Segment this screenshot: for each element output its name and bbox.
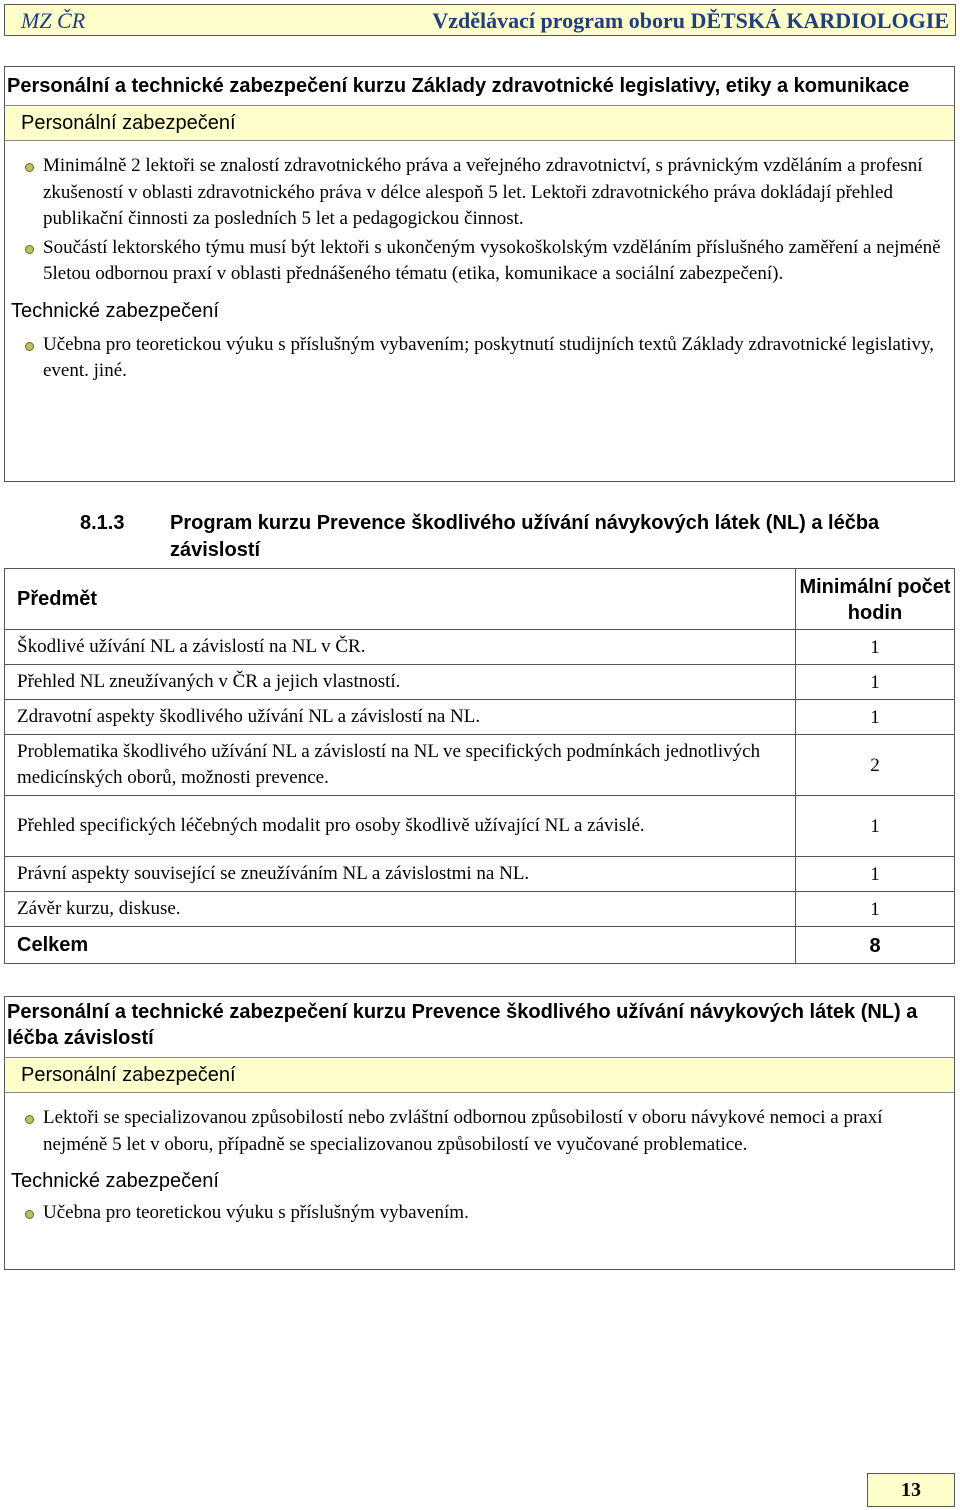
subject-cell: Problematika škodlivého užívání NL a závislostí na NL ve specifických podmínkách jednotlivých medicínských oborů, možnosti prevence. (5, 735, 796, 796)
hours-cell: 1 (796, 857, 955, 892)
list-item: Učebna pro teoretickou výuku s příslušným vybavením. (43, 1200, 944, 1227)
ministry-label: MZ ČR (21, 8, 86, 33)
table-row (5, 857, 955, 892)
list-item: Minimálně 2 lektoři se znalostí zdravotnického práva a veřejného zdravotnictví, s právnickým vzděláním a profesní zkušeností v oblasti zdravotnického práva v délce alespoň 5 let. Lektoři zdravotnického práva dokládají přehled publikační činnosti za posledních 5 let a pedagogickou činnost. (43, 153, 944, 233)
total-value: 8 (796, 927, 955, 964)
subject-cell: Právní aspekty související se zneužíváním NL a závislostmi na NL. (5, 857, 796, 892)
hours-cell: 1 (796, 665, 955, 700)
section-title: Program kurzu Prevence škodlivého užívání návykových látek (NL) a léčba závislostí (170, 512, 880, 561)
table-row (5, 735, 955, 796)
hours-cell: 1 (796, 892, 955, 927)
table-total-row (5, 927, 955, 964)
section-number: 8.1.3 (80, 512, 125, 534)
personal-list (5, 1093, 954, 1166)
personal-list (5, 141, 954, 296)
technical-heading: Technické zabezpečení (5, 296, 954, 326)
subject-cell: Přehled specifických léčebných modalit pro osoby škodlivě užívající NL a závislé. (5, 796, 796, 857)
table-row (5, 796, 955, 857)
hours-cell: 1 (796, 700, 955, 735)
list-item: Součástí lektorského týmu musí být lektoři s ukončeným vysokoškolským vzděláním příslušného zaměření a nejméně 5letou odbornou praxí v oblasti přednášeného tématu (etika, komunikace a sociální zabezpečení). (43, 235, 944, 288)
table-header-row (5, 569, 955, 630)
staffing-box-legislation (4, 66, 955, 482)
table-row (5, 700, 955, 735)
box-title: Personální a technické zabezpečení kurzu Základy zdravotnické legislativy, etiky a komunikace (7, 75, 910, 97)
page-number: 13 (867, 1473, 955, 1507)
col-subject-header: Předmět (5, 569, 796, 630)
table-row (5, 630, 955, 665)
table-row (5, 892, 955, 927)
program-table (4, 568, 955, 964)
hours-cell: 2 (796, 735, 955, 796)
page-header (4, 4, 956, 36)
personal-heading: Personální zabezpečení (5, 105, 954, 141)
technical-heading: Technické zabezpečení (5, 1166, 954, 1196)
technical-list (5, 326, 954, 393)
personal-heading: Personální zabezpečení (5, 1057, 954, 1093)
subject-cell: Škodlivé užívání NL a závislostí na NL v ČR. (5, 630, 796, 665)
staffing-box-addiction (4, 996, 955, 1270)
list-item: Učebna pro teoretickou výuku s příslušným vybavením; poskytnutí studijních textů Základy zdravotnické legislativy, event. jiné. (43, 332, 944, 385)
list-item: Lektoři se specializovanou způsobilostí nebo zvláštní odbornou způsobilostí v oboru návykové nemoci a praxí nejméně 5 let v oboru, případně se specializovanou způsobilostí ve vyučované problematice. (43, 1105, 944, 1158)
hours-cell: 1 (796, 630, 955, 665)
subject-cell: Přehled NL zneužívaných v ČR a jejich vlastností. (5, 665, 796, 700)
total-label: Celkem (5, 927, 796, 964)
col-hours-header: Minimální počet hodin (796, 569, 955, 630)
program-title: Vzdělávací program oboru DĚTSKÁ KARDIOLOGIE (432, 8, 949, 33)
subject-cell: Zdravotní aspekty škodlivého užívání NL a závislostí na NL. (5, 700, 796, 735)
subject-cell: Závěr kurzu, diskuse. (5, 892, 796, 927)
technical-list (5, 1196, 954, 1235)
table-row (5, 665, 955, 700)
box-title: Personální a technické zabezpečení kurzu Prevence škodlivého užívání návykových látek (NL) a léčba závislostí (7, 1001, 918, 1049)
hours-cell: 1 (796, 796, 955, 857)
